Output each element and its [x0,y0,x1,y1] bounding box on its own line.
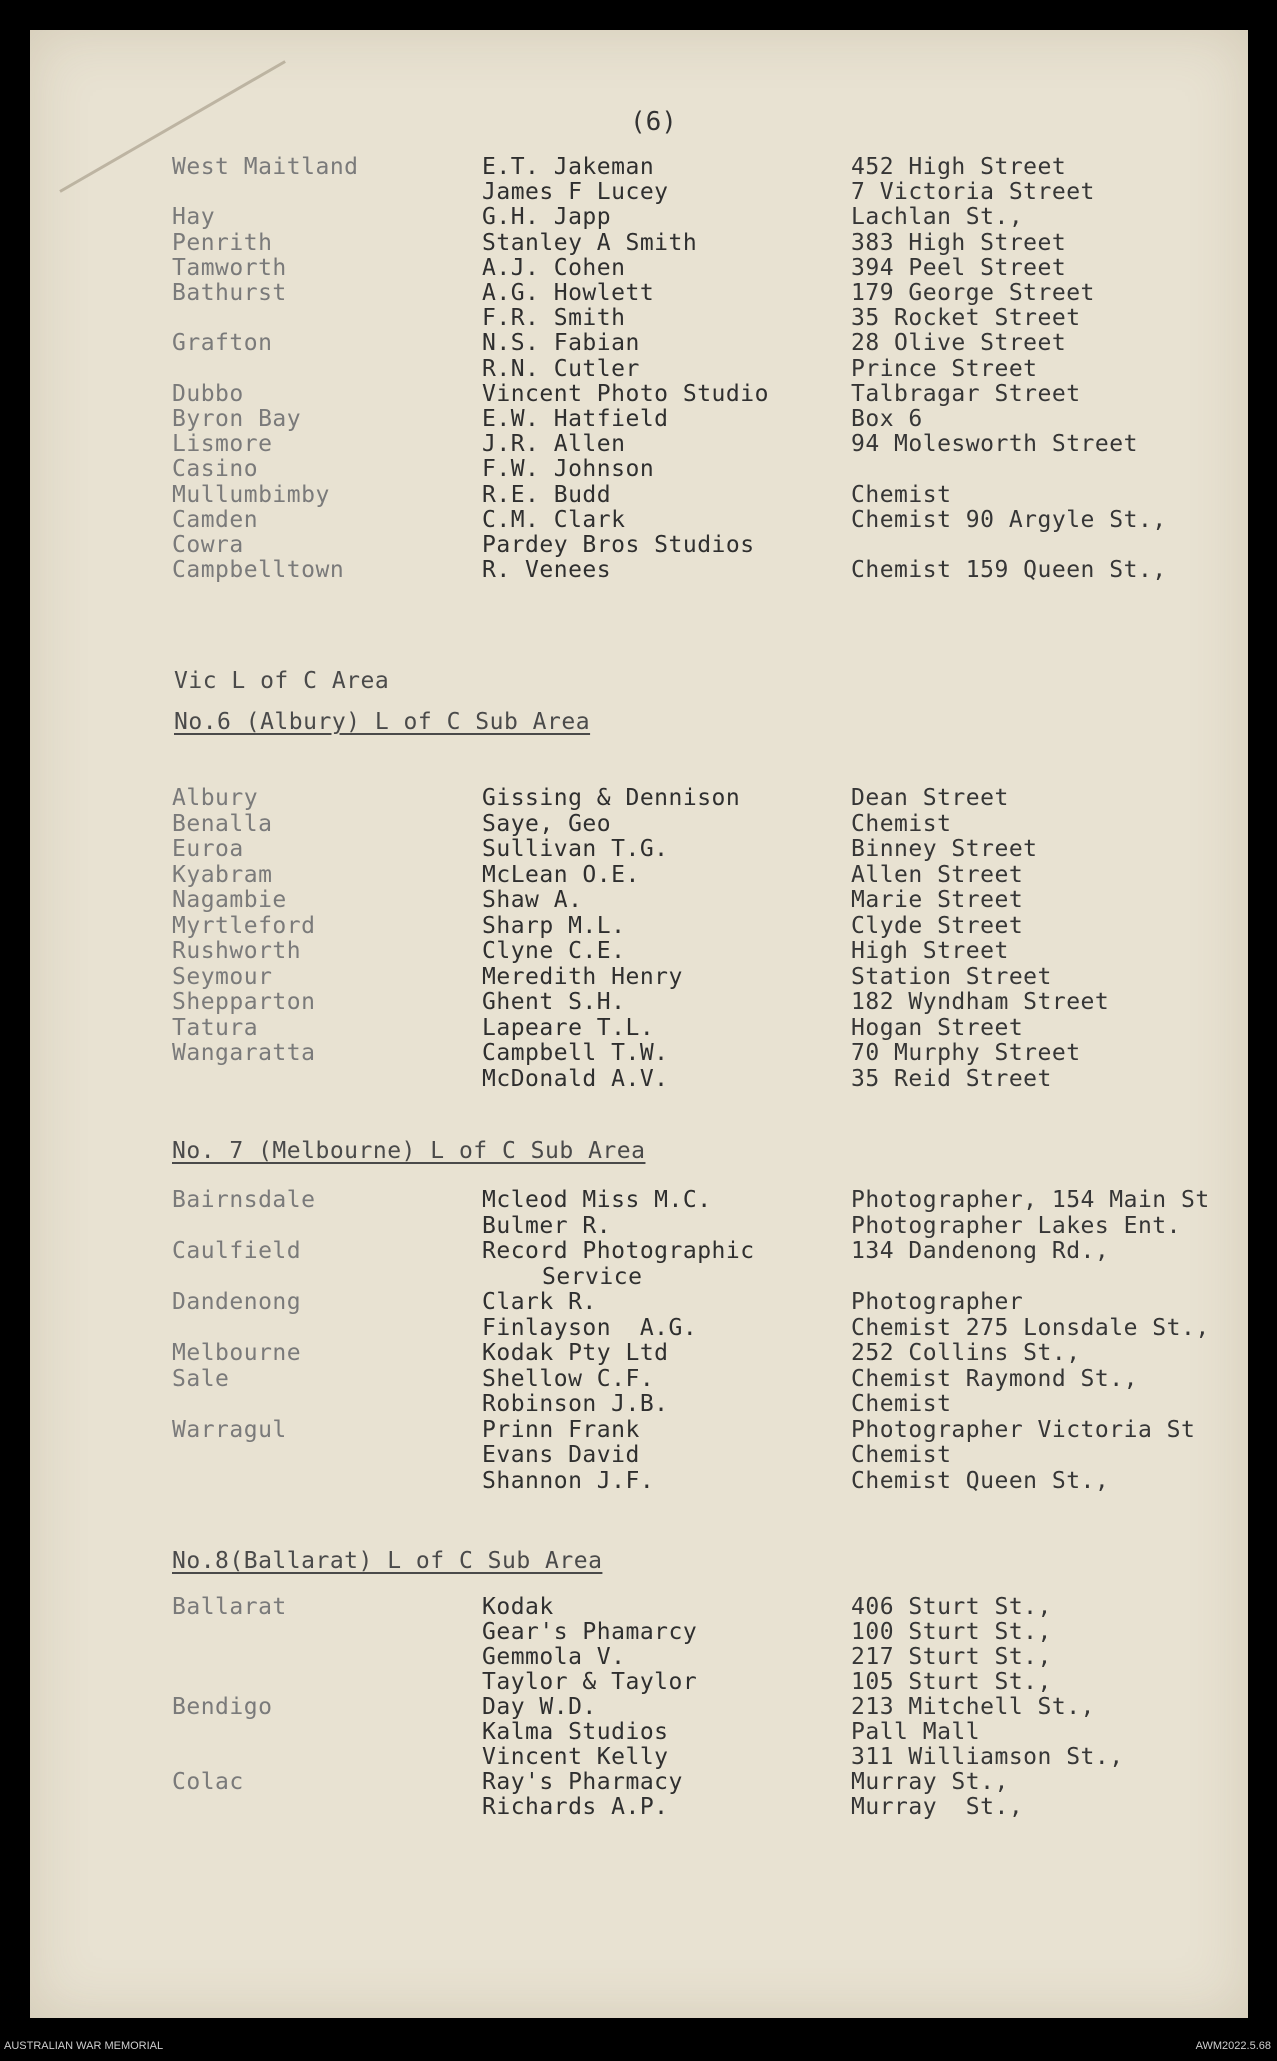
row-name: Ray's Pharmacy [482,1769,683,1795]
row-address: Box 6 [851,406,923,432]
vic-area-heading: Vic L of C Area [174,668,390,694]
row-name: Gissing & Dennison [482,785,741,811]
row-address: Photographer Lakes Ent. [851,1212,1181,1239]
row-address: 94 Molesworth Street [851,431,1138,458]
row-address: 406 Sturt St., [851,1594,1052,1620]
row-name: F.R. Smith [482,305,626,332]
row-address: High Street [851,938,1009,964]
row-address: Chemist [851,481,952,508]
row-name: Vincent Kelly [482,1744,669,1770]
row-town: Casino [172,456,259,483]
row-address: 383 High Street [851,229,1067,256]
row-town: Hay [172,204,216,231]
row-name: Stanley A Smith [482,229,698,256]
row-address: 100 Sturt St., [851,1619,1052,1645]
row-name: James F Lucey [482,179,669,206]
row-town: West Maitland [172,154,359,180]
row-name: J.R. Allen [482,431,626,458]
row-name: Pardey Bros Studios [482,532,755,558]
row-address: 217 Sturt St., [851,1644,1052,1670]
row-name: Campbell T.W. [482,1040,669,1066]
row-address: Clyde Street [851,912,1024,939]
row-name: Gemmola V. [482,1644,626,1670]
row-address: Dean Street [851,785,1009,811]
row-address: Chemist [851,1391,952,1417]
row-town: Kyabram [172,861,273,888]
row-name: A.G. Howlett [482,280,655,306]
row-name: G.H. Japp [482,204,612,231]
row-name: Clyne C.E. [482,938,626,964]
row-address: Allen Street [851,861,1024,888]
row-address: Pall Mall [851,1719,981,1745]
row-name: R.E. Budd [482,481,612,508]
row-town: Sale [172,1365,230,1392]
row-name: R.N. Cutler [482,355,640,382]
row-address: 134 Dandenong Rd., [851,1238,1110,1264]
row-address: 311 Williamson St., [851,1744,1124,1770]
albury-sub-area-heading: No.6 (Albury) L of C Sub Area [174,709,591,735]
row-town: Warragul [172,1416,287,1443]
row-name: E.T. Jakeman [482,154,655,180]
row-address: Binney Street [851,836,1038,862]
row-town: Dubbo [172,380,244,407]
row-town: Dandenong [172,1289,302,1315]
row-town: Tatura [172,1014,259,1041]
row-address: 179 George Street [851,280,1095,306]
row-address: 28 Olive Street [851,330,1067,357]
row-name: Clark R. [482,1289,597,1315]
row-town: Lismore [172,431,273,458]
row-name: Evans David [482,1442,640,1468]
row-address: 252 Collins St., [851,1340,1081,1366]
row-address: 105 Sturt St., [851,1669,1052,1695]
row-name: Mcleod Miss M.C. [482,1187,712,1213]
row-address: Murray St., [851,1769,1009,1795]
row-name: Sullivan T.G. [482,836,669,862]
ballarat-sub-area-heading: No.8(Ballarat) L of C Sub Area [172,1548,603,1574]
footer-credit: AUSTRALIAN WAR MEMORIAL [4,2040,164,2052]
row-town: Rushworth [172,938,302,964]
row-address: Chemist 90 Argyle St., [851,506,1167,533]
row-town: Benalla [172,810,273,837]
row-town: Albury [172,785,259,811]
row-town: Campbelltown [172,557,345,584]
row-town: Camden [172,506,259,533]
row-town: Grafton [172,330,273,357]
row-address: Chemist 275 Lonsdale St., [851,1314,1210,1341]
row-town: Bathurst [172,280,287,306]
row-name: Vincent Photo Studio [482,380,769,407]
row-address: 35 Rocket Street [851,305,1081,332]
row-town: Ballarat [172,1594,287,1620]
row-name: F.W. Johnson [482,456,655,483]
row-name: Shannon J.F. [482,1467,655,1494]
row-name: C.M. Clark [482,506,626,533]
row-town: Penrith [172,229,273,256]
row-name: Service [542,1263,643,1290]
row-name: Shellow C.F. [482,1365,655,1392]
row-name: McDonald A.V. [482,1065,669,1092]
row-address: Lachlan St., [851,204,1024,231]
row-town: Bairnsdale [172,1187,316,1213]
row-address: Station Street [851,963,1052,990]
row-name: Meredith Henry [482,963,683,990]
row-address: Chemist [851,1442,952,1468]
row-town: Seymour [172,963,273,990]
row-name: Robinson J.B. [482,1391,669,1417]
row-address: Hogan Street [851,1014,1024,1041]
row-address: Chemist Raymond St., [851,1365,1138,1392]
row-address: 394 Peel Street [851,254,1067,281]
row-name: Kodak [482,1594,554,1620]
row-name: Sharp M.L. [482,912,626,939]
row-address: 35 Reid Street [851,1065,1052,1092]
row-name: Ghent S.H. [482,989,626,1015]
row-name: Richards A.P. [482,1794,669,1820]
row-name: R. Venees [482,557,612,584]
melbourne-sub-area-heading: No. 7 (Melbourne) L of C Sub Area [172,1138,646,1164]
row-name: Shaw A. [482,887,583,913]
row-town: Shepparton [172,989,316,1015]
row-town: Melbourne [172,1340,302,1366]
row-town: Tamworth [172,254,287,281]
row-town: Cowra [172,532,244,558]
row-town: Mullumbimby [172,481,330,508]
row-name: A.J. Cohen [482,254,626,281]
row-address: Chemist [851,810,952,837]
row-name: Gear's Phamarcy [482,1619,698,1645]
row-town: Byron Bay [172,406,302,432]
row-name: Prinn Frank [482,1416,640,1443]
row-name: Kodak Pty Ltd [482,1340,669,1366]
row-address: Talbragar Street [851,380,1081,407]
row-name: N.S. Fabian [482,330,640,357]
row-name: Taylor & Taylor [482,1669,698,1695]
row-town: Nagambie [172,887,287,913]
row-town: Wangaratta [172,1040,316,1066]
row-name: Record Photographic [482,1238,755,1264]
row-town: Caulfield [172,1238,302,1264]
row-name: McLean O.E. [482,861,640,888]
row-address: 70 Murphy Street [851,1040,1081,1066]
row-address: Photographer Victoria St [851,1416,1196,1443]
row-name: Bulmer R. [482,1212,612,1239]
row-town: Myrtleford [172,912,316,939]
row-name: Finlayson A.G. [482,1314,698,1341]
row-town: Colac [172,1769,244,1795]
page-number: (6) [630,107,677,137]
row-name: E.W. Hatfield [482,406,669,432]
row-address: 452 High Street [851,154,1067,180]
row-address: Photographer [851,1289,1024,1315]
row-town: Euroa [172,836,244,862]
row-address: 7 Victoria Street [851,179,1095,206]
row-address: 182 Wyndham Street [851,989,1110,1015]
row-address: Chemist 159 Queen St., [851,557,1167,584]
row-name: Kalma Studios [482,1719,669,1745]
row-name: Saye, Geo [482,810,612,837]
row-address: 213 Mitchell St., [851,1694,1095,1720]
row-address: Chemist Queen St., [851,1467,1110,1494]
row-name: Lapeare T.L. [482,1014,655,1041]
row-town: Bendigo [172,1694,273,1720]
footer-accession-number: AWM2022.5.68 [1195,2040,1271,2052]
row-address: Marie Street [851,887,1024,913]
row-name: Day W.D. [482,1694,597,1720]
row-address: Murray St., [851,1794,1024,1820]
row-address: Photographer, 154 Main St [851,1187,1210,1213]
row-address: Prince Street [851,355,1038,382]
